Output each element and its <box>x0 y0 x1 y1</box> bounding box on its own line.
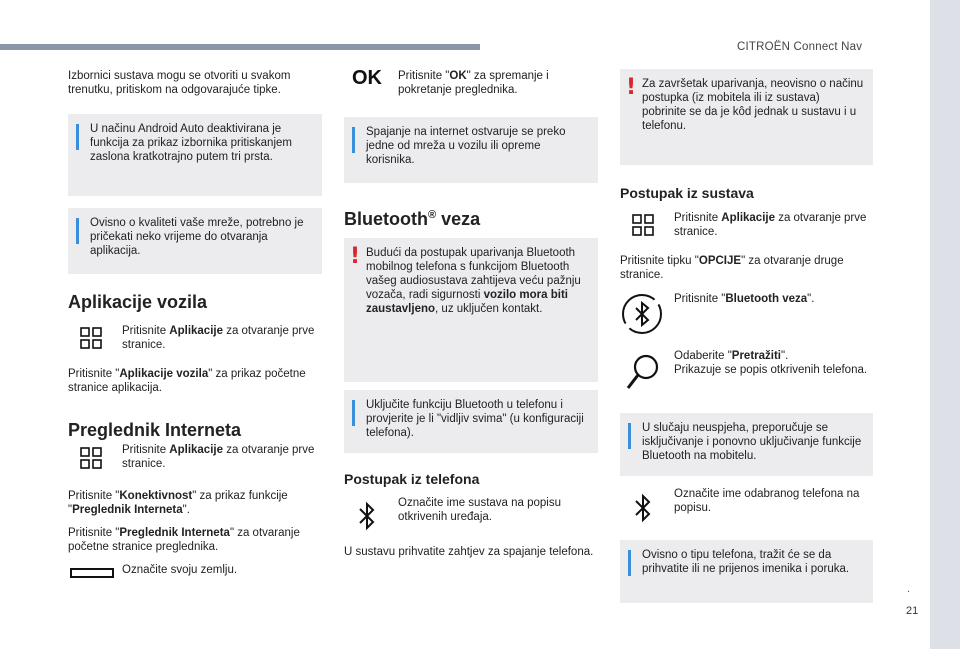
warning-note <box>620 69 873 165</box>
info-note-text: U načinu Android Auto deaktivirana je funkcija za prikaz izbornika pritiskanjem zaslona kratkotrajno putem tri prsta. <box>90 123 292 163</box>
info-note-text: Ovisno o tipu telefona, tražit će se da prihvatite ili ne prijenos imenika i poruka. <box>642 549 850 575</box>
bluetooth-icon <box>358 500 376 532</box>
brand-title: CITROËN Connect Nav <box>737 41 863 53</box>
apps-grid-icon <box>80 327 102 349</box>
warning-note-text: Za završetak uparivanja, neovisno o načinu postupka (iz mobitela ili iz sustava) pobrinite se da je kôd jednak u sustavu i u telefonu. <box>642 78 864 132</box>
intro-text: Izbornici sustava mogu se otvoriti u svakom trenutku, pritiskom na odgovarajuće tipke. <box>68 70 291 96</box>
info-note-text: U slučaju neuspjeha, preporučuje se isključivanje i ponovno uključivanje funkcije Bluetooth na mobitelu. <box>642 422 862 462</box>
section-subtitle: Postupak iz telefona <box>344 471 480 487</box>
step-text: U sustavu prihvatite zahtjev za spajanje telefona. <box>344 546 594 558</box>
step-text: Pritisnite Aplikacije za otvaranje prve stranice. <box>674 212 867 238</box>
info-note-text: Spajanje na internet ostvaruje se preko jedne od mreža u vozilu ili opreme korisnika. <box>366 126 566 166</box>
step-text: Pritisnite Aplikacije za otvaranje prve stranice. <box>122 444 315 470</box>
keyboard-bar-icon <box>70 568 114 578</box>
info-icon <box>76 124 79 150</box>
bluetooth-connection-icon <box>620 292 664 336</box>
warning-note <box>344 238 598 382</box>
step-text: Pritisnite tipku "OPCIJE" za otvaranje druge stranice. <box>620 255 844 281</box>
info-icon <box>352 127 355 153</box>
info-icon <box>352 400 355 426</box>
apps-grid-icon <box>80 447 102 469</box>
step-text: Označite svoju zemlju. <box>122 564 238 576</box>
warning-icon: ! <box>626 75 637 100</box>
info-note <box>620 540 873 603</box>
info-icon <box>628 550 631 576</box>
info-note <box>620 413 873 476</box>
section-title: Aplikacije vozila <box>68 292 208 312</box>
section-title: Preglednik Interneta <box>68 420 242 440</box>
info-note <box>68 114 322 196</box>
step-text: Odaberite "Pretražiti". Prikazuje se popis otkrivenih telefona. <box>674 350 868 376</box>
step-text: Označite ime sustava na popisu otkrivenih uređaja. <box>398 497 562 523</box>
section-subtitle: Postupak iz sustava <box>620 185 754 201</box>
info-note-text: Ovisno o kvaliteti vaše mreže, potrebno je pričekati neko vrijeme do otvaranja aplikacija. <box>90 217 304 257</box>
step-text: Pritisnite "Bluetooth veza". <box>674 293 815 305</box>
apps-grid-icon <box>632 214 654 236</box>
step-text: Označite ime odabranog telefona na popisu. <box>674 488 860 514</box>
info-icon <box>628 423 631 449</box>
step-text: Pritisnite "Preglednik Interneta" za otvaranje početne stranice preglednika. <box>68 527 300 553</box>
page-edge-tab <box>930 0 960 649</box>
warning-note-text: Budući da postupak uparivanja Bluetooth mobilnog telefona s funkcijom Bluetooth vašeg audiosustava zahtijeva veću pažnju vozača, radi sigurnosti vozilo mora biti zaustavljeno, uz uključen kontakt. <box>366 247 581 315</box>
bluetooth-icon <box>634 492 652 524</box>
info-icon <box>76 218 79 244</box>
step-text: Pritisnite "Konektivnost" za prikaz funkcije "Preglednik Interneta". <box>68 490 288 516</box>
warning-icon: ! <box>350 244 361 269</box>
page-dot: . <box>907 583 911 595</box>
info-note <box>344 390 598 453</box>
search-icon <box>624 352 662 392</box>
page-number: 21 <box>906 605 919 617</box>
info-note-text: Uključite funkciju Bluetooth u telefonu i provjerite je li "vidljiv svima" (u konfiguraciji telefona). <box>366 399 584 439</box>
step-text: Pritisnite "Aplikacije vozila" za prikaz početne stranice aplikacija. <box>68 368 306 394</box>
ok-button-icon: OK <box>352 67 382 89</box>
info-note <box>68 208 322 274</box>
header-bar <box>0 44 480 50</box>
step-text: Pritisnite "OK" za spremanje i pokretanje preglednika. <box>398 70 549 96</box>
step-text: Pritisnite Aplikacije za otvaranje prve stranice. <box>122 325 315 351</box>
info-note <box>344 117 598 183</box>
section-title: Bluetooth® veza <box>344 209 481 229</box>
